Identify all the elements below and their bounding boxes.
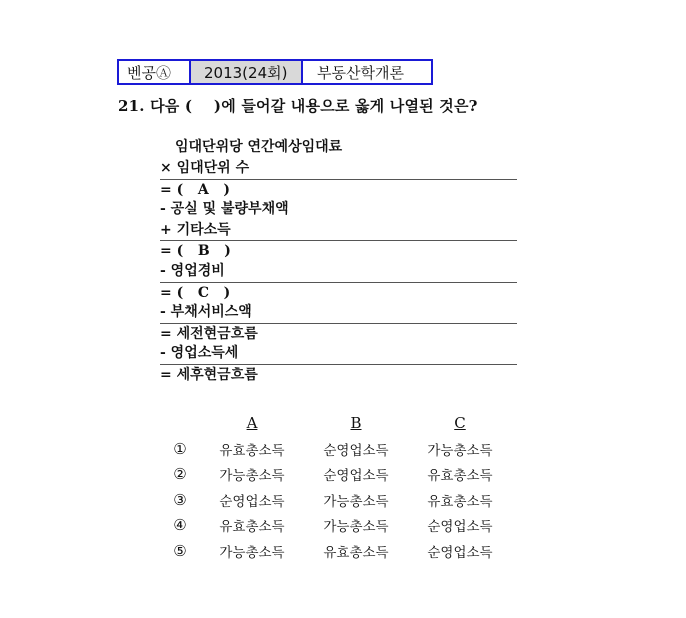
choice-row[interactable] bbox=[160, 487, 512, 513]
choice-c-value: 유효총소득 bbox=[427, 468, 493, 485]
choice-a-value: 유효총소득 bbox=[219, 442, 285, 459]
cash-flow-calculation bbox=[160, 136, 517, 385]
choice-number: ③ bbox=[173, 490, 187, 509]
choice-a-value: 가능총소득 bbox=[219, 544, 285, 561]
choice-row[interactable] bbox=[160, 538, 512, 564]
calc-rows bbox=[160, 158, 517, 385]
choice-b-value: 순영업소득 bbox=[323, 468, 389, 485]
header-tag-strip bbox=[117, 59, 433, 85]
choice-c-value: 가능총소득 bbox=[427, 442, 493, 459]
choice-b-value: 가능총소득 bbox=[323, 519, 389, 536]
calc-row: × 임대단위 수 bbox=[160, 160, 250, 176]
choice-b-value: 유효총소득 bbox=[323, 544, 389, 561]
choice-row[interactable] bbox=[160, 462, 512, 488]
choice-b-value: 가능총소득 bbox=[323, 493, 389, 510]
choice-c-value: 유효총소득 bbox=[427, 493, 493, 510]
choice-c-value: 순영업소득 bbox=[427, 544, 493, 561]
tag-course: 부동산학개론 bbox=[303, 61, 431, 83]
calc-row: - 영업경비 bbox=[160, 262, 225, 279]
tag-separator bbox=[189, 61, 191, 83]
tag-subject: 벤공Ⓐ bbox=[119, 61, 191, 83]
question-text: 21. 다음 ( )에 들어갈 내용으로 옳게 나열된 것은? bbox=[118, 97, 478, 115]
calc-row: = ( B ) bbox=[160, 240, 517, 261]
choice-number: ① bbox=[173, 439, 187, 458]
choice-b-value: 순영업소득 bbox=[323, 442, 389, 459]
choice-a-value: 순영업소득 bbox=[219, 493, 285, 510]
tag-year: 2013(24회) bbox=[191, 61, 303, 83]
choice-rows bbox=[160, 436, 512, 564]
choice-row[interactable] bbox=[160, 436, 512, 462]
choice-header-row bbox=[160, 410, 512, 436]
calc-row: - 공실 및 불량부채액 bbox=[160, 201, 289, 218]
calc-row: = 세후현금흐름 bbox=[160, 364, 517, 385]
calc-title: 임대단위당 연간예상임대료 bbox=[175, 139, 343, 155]
calc-row: + 기타소득 bbox=[160, 221, 231, 238]
choice-number: ⑤ bbox=[173, 541, 187, 560]
calc-row: = 세전현금흐름 bbox=[160, 323, 517, 344]
choice-header-c: C bbox=[454, 414, 466, 432]
tag-separator bbox=[301, 61, 303, 83]
calc-row: - 영업소득세 bbox=[160, 345, 239, 362]
calc-row: - 부채서비스액 bbox=[160, 304, 252, 321]
choice-number: ② bbox=[173, 465, 187, 484]
choice-header-a: A bbox=[246, 414, 258, 432]
choice-number: ④ bbox=[173, 516, 187, 535]
choice-header-b: B bbox=[350, 414, 362, 432]
choice-row[interactable] bbox=[160, 513, 512, 539]
choice-c-value: 순영업소득 bbox=[427, 519, 493, 536]
calc-row: = ( A ) bbox=[160, 179, 517, 200]
choice-a-value: 유효총소득 bbox=[219, 519, 285, 536]
choice-a-value: 가능총소득 bbox=[219, 468, 285, 485]
answer-choices bbox=[160, 410, 512, 564]
calc-row: = ( C ) bbox=[160, 282, 517, 303]
